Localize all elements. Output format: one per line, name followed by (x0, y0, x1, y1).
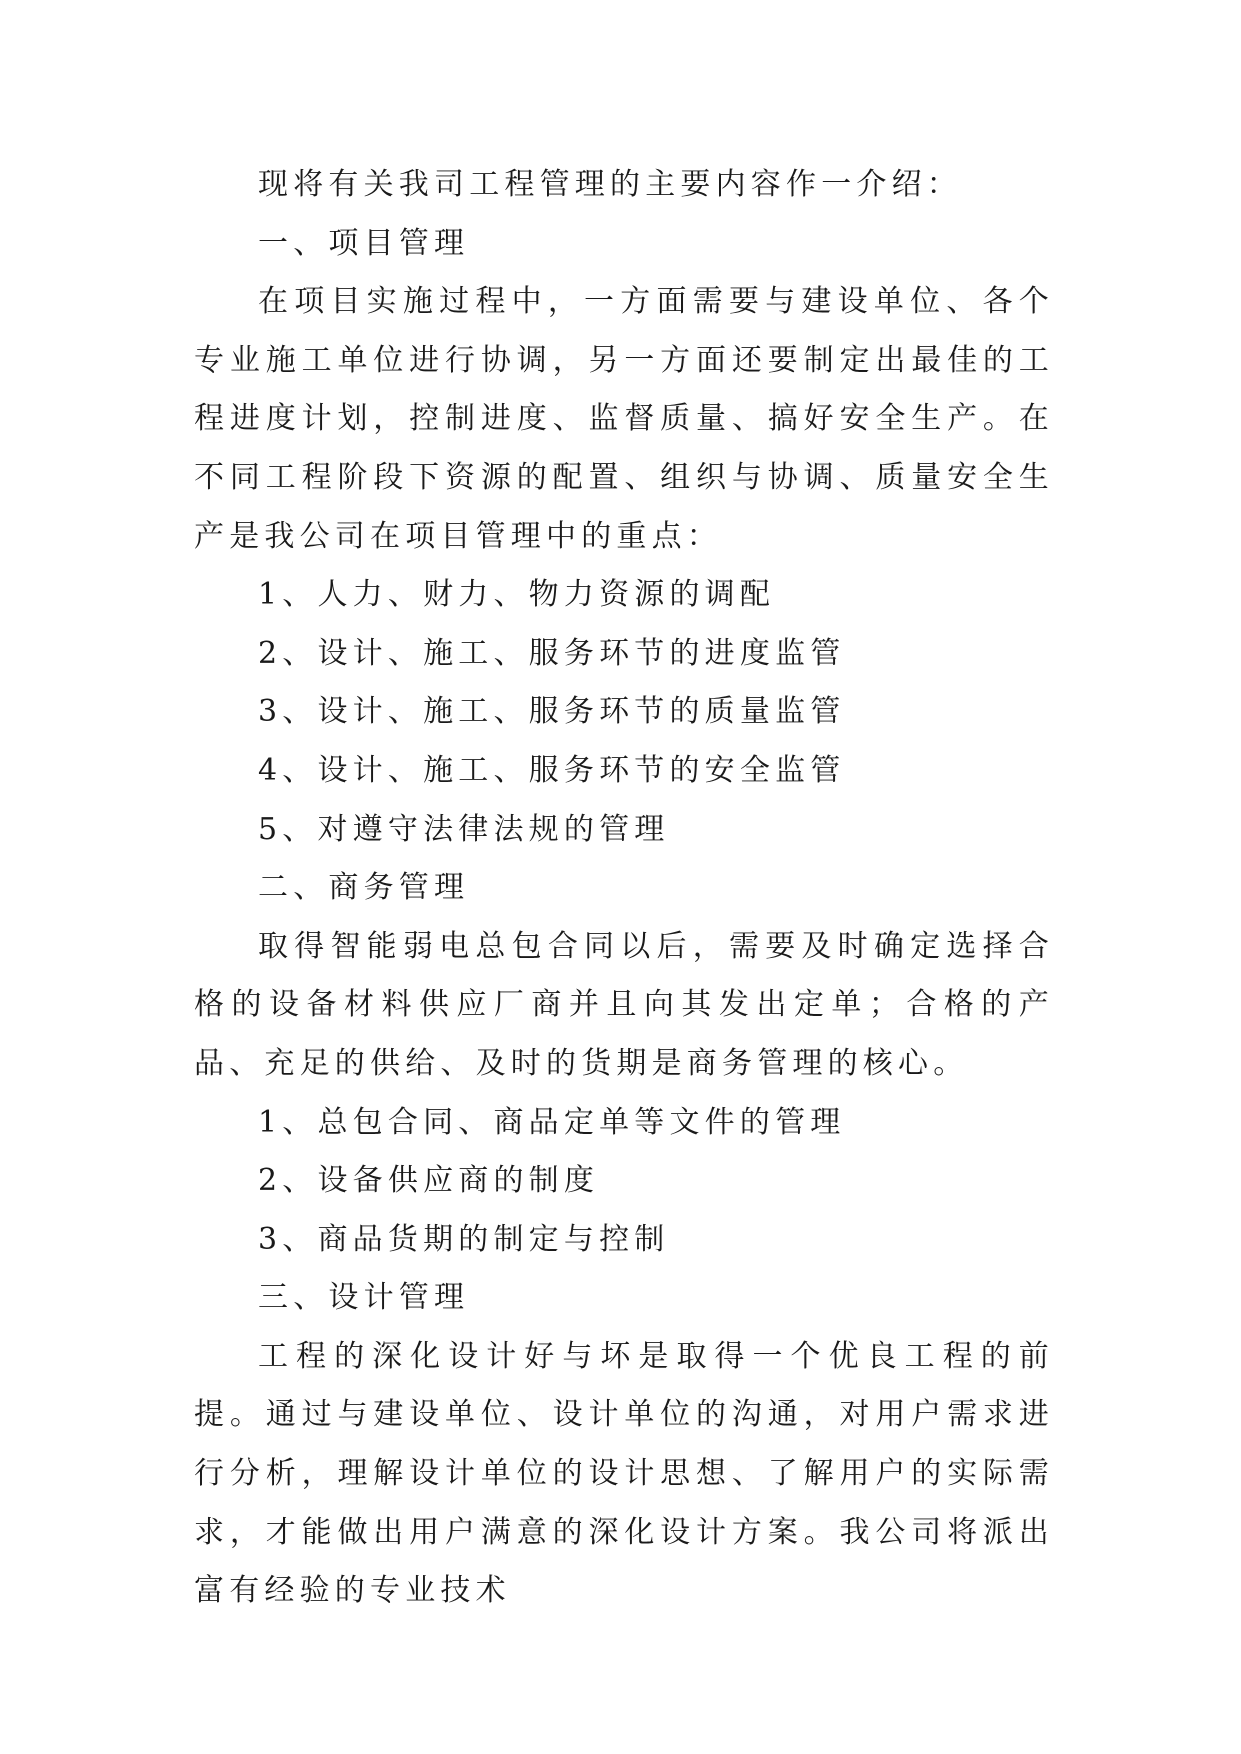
document-body (194, 156, 1054, 1621)
list-item: 1、总包合同、商品定单等文件的管理 (258, 1104, 846, 1140)
list-item: 5、对遵守法律法规的管理 (258, 811, 670, 847)
project-management-paragraph: 在项目实施过程中，一方面需要与建设单位、各个专业施工单位进行协调，另一方面还要制定出最佳的工程进度计划，控制进度、监督质量、搞好安全生产。在不同工程阶段下资源的配置、组织与协调、质量安全生产是我公司在项目管理中的重点： (194, 284, 1054, 554)
business-management-paragraph: 取得智能弱电总包合同以后，需要及时确定选择合格的设备材料供应厂商并且向其发出定单；合格的产品、充足的供给、及时的货期是商务管理的核心。 (194, 928, 1054, 1081)
list-item: 2、设备供应商的制度 (258, 1163, 600, 1199)
list-item: 1、人力、财力、物力资源的调配 (258, 577, 776, 613)
section-heading-design-management: 三、设计管理 (258, 1280, 470, 1316)
section-heading-project-management: 一、项目管理 (258, 225, 470, 261)
list-item: 3、设计、施工、服务环节的质量监管 (258, 694, 846, 730)
intro-paragraph: 现将有关我司工程管理的主要内容作一介绍： (258, 167, 962, 202)
design-management-paragraph: 工程的深化设计好与坏是取得一个优良工程的前提。通过与建设单位、设计单位的沟通，对用户需求进行分析，理解设计单位的设计思想、了解用户的实际需求，才能做出用户满意的深化设计方案。我公司将派出富有经验的专业技术 (194, 1338, 1054, 1609)
list-item: 2、设计、施工、服务环节的进度监管 (258, 635, 846, 671)
section-heading-business-management: 二、商务管理 (258, 870, 470, 906)
list-item: 3、商品货期的制定与控制 (258, 1221, 670, 1257)
list-item: 4、设计、施工、服务环节的安全监管 (258, 752, 846, 788)
